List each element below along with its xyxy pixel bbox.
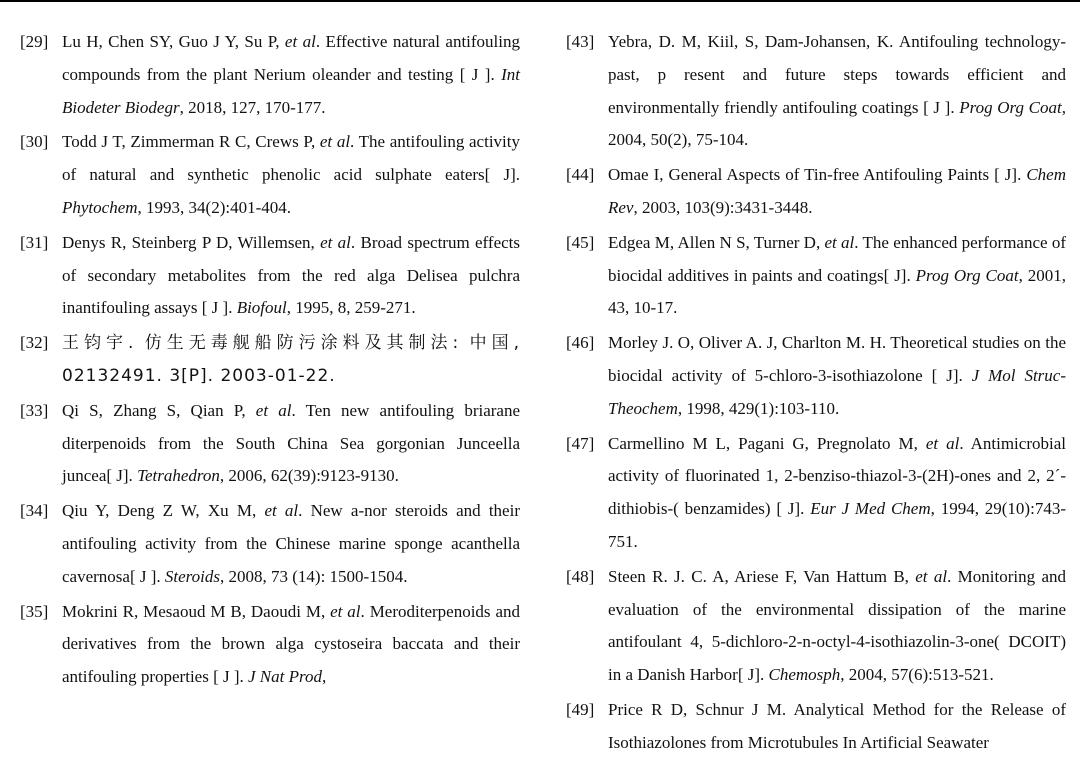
reference-citation-details: , [322,667,327,687]
reference-46 [566,327,1066,425]
reference-title: . Ten new antifouling briarane diterpenoids from the South China Sea gorgonian Junceella juncea[ J]. [62,400,520,486]
reference-journal: Prog Org Coat [959,97,1062,117]
reference-45 [566,227,1066,325]
reference-number: [43] [566,32,595,51]
reference-authors-title: Carmellino M L, Pagani G, Pregnolato M, [608,433,926,453]
reference-33 [20,395,520,493]
et-al: et al [320,232,351,252]
reference-number: [49] [566,699,595,719]
reference-authors-title: Todd J T, Zimmerman R C, Crews P, [62,132,320,152]
right-reference-column [566,26,1066,762]
reference-number: [31] [20,232,49,252]
reference-journal: Phytochem [62,197,138,217]
reference-43 [566,26,1066,157]
reference-number: [29] [20,32,49,51]
reference-journal: J Nat Prod [248,667,322,687]
reference-title: . The antifouling activity of natural and synthetic phenolic acid sulphate eaters[ J]. [62,132,520,185]
reference-title: . Broad spectrum effects of secondary metabolites from the red alga Delisea pulchra inantifouling assays [ J ]. [62,232,520,318]
reference-29 [20,26,520,124]
reference-48 [566,561,1066,692]
reference-authors-title: Morley J. O, Oliver A. J, Charlton M. H. Theoretical studies on the biocidal activity of 5-chloro-3-isothiazolone [ J]. [608,333,1066,385]
reference-title: . New a-nor steroids and their antifouling activity from the Chinese marine sponge acanthella cavernosa[ J ]. [62,501,520,586]
reference-journal: Prog Org Coat [915,265,1019,285]
et-al: et al [330,601,361,621]
reference-authors-title: Price R D, Schnur J M. Analytical Method for the Release of Isothiazolones from Microtubules In Artificial Seawater [608,699,1066,752]
reference-30 [20,126,520,224]
reference-number: [34] [20,501,49,521]
reference-citation-details: , 1994, 29(10):743-751. [608,499,1066,551]
reference-citation-details: , 2008, 73 (14): 1500-1504. [220,566,408,586]
reference-journal: Eur J Med Chem [810,499,931,519]
reference-authors-title: Mokrini R, Mesaoud M B, Daoudi M, [62,601,331,621]
reference-journal: Tetrahedron [137,466,220,486]
reference-journal: Chem Rev [608,165,1066,217]
reference-number: [44] [566,165,595,185]
reference-number: [48] [566,566,595,586]
et-al: et al [824,232,855,252]
reference-authors-title: Lu H, Chen SY, Guo J Y, Su P, [62,32,285,51]
reference-number: [45] [566,232,595,252]
reference-number: [35] [20,601,49,621]
reference-citation-details: , 1993, 34(2):401-404. [137,197,291,217]
reference-journal: J Mol Struc-Theochem [608,365,1066,418]
reference-35 [20,596,520,694]
reference-authors-title: Qi S, Zhang S, Qian P, [62,400,256,420]
reference-32 [20,327,520,393]
reference-journal: Chemosph [768,665,841,685]
et-al: et al [925,433,960,453]
et-al: et al [319,132,351,152]
reference-number: [47] [566,433,595,453]
et-al: et al [915,566,948,586]
reference-citation-details: , 1998, 429(1):103-110. [677,398,840,418]
reference-title: . Antimicrobial activity of fluorinated 1, 2-benziso-thiazol-3-(2H)-ones and 2, 2´-dithiobis-( benzamides) [ J]. [608,433,1066,519]
et-al: et al [255,400,292,420]
reference-number: [46] [566,333,595,353]
reference-title: . Meroditerpenoids and derivatives from the brown alga cystoseira baccata and their antifouling properties [ J ]. [62,601,521,687]
reference-49 [566,694,1066,760]
reference-journal: Steroids [164,566,220,586]
left-reference-column [20,26,520,696]
reference-citation-details: , 2018, 127, 170-177. [179,97,326,117]
reference-authors-title: Edgea M, Allen N S, Turner D, [608,232,825,252]
reference-authors-title: 王钧宇. 仿生无毒舰船防污涂料及其制法: 中国, 02132491. 3[P]. 2003-01-22. [62,333,520,386]
reference-number: [32] [20,333,49,353]
reference-title: . Effective natural antifouling compounds from the plant Nerium oleander and testing [ J ]. [62,32,520,84]
reference-44 [566,159,1066,225]
reference-title: . The enhanced performance of biocidal additives in paints and coatings[ J]. [608,232,1067,285]
reference-authors-title: Denys R, Steinberg P D, Willemsen, [62,232,321,252]
et-al: et al [284,32,316,51]
reference-citation-details: , 2004, 50(2), 75-104. [608,97,1066,150]
reference-journal: Biofoul [236,298,287,318]
reference-number: [33] [20,400,49,420]
top-rule [0,0,1080,2]
reference-journal: Int Biodeter Biodegr [62,64,520,117]
reference-number: [30] [20,132,49,152]
reference-authors-title: Steen R. J. C. A, Ariese F, Van Hattum B, [608,566,916,586]
reference-citation-details: , 2003, 103(9):3431-3448. [633,197,813,217]
reference-citation-details: , 2001, 43, 10-17. [608,265,1066,318]
reference-authors-title: Omae I, General Aspects of Tin-free Antifouling Paints [ J]. [608,165,1027,185]
reference-citation-details: , 1995, 8, 259-271. [286,298,416,318]
reference-31 [20,227,520,325]
reference-citation-details: , 2004, 57(6):513-521. [840,665,994,685]
reference-citation-details: , 2006, 62(39):9123-9130. [219,466,399,486]
et-al: et al [264,501,299,521]
reference-title: . Monitoring and evaluation of the environmental dissipation of the marine antifoulant 4, 5-dichloro-2-n-octyl-4-isothiazolin-3-one( DCOIT) in a Danish Harbor[ J]. [608,566,1066,685]
reference-authors-title: Qiu Y, Deng Z W, Xu M, [62,501,265,521]
reference-34 [20,495,520,593]
reference-47 [566,428,1066,559]
reference-authors-title: Yebra, D. M, Kiil, S, Dam-Johansen, K. Antifouling technology-past, p resent and future steps towards efficient and environmentally friendly antifouling coatings [ J ]. [608,32,1066,117]
